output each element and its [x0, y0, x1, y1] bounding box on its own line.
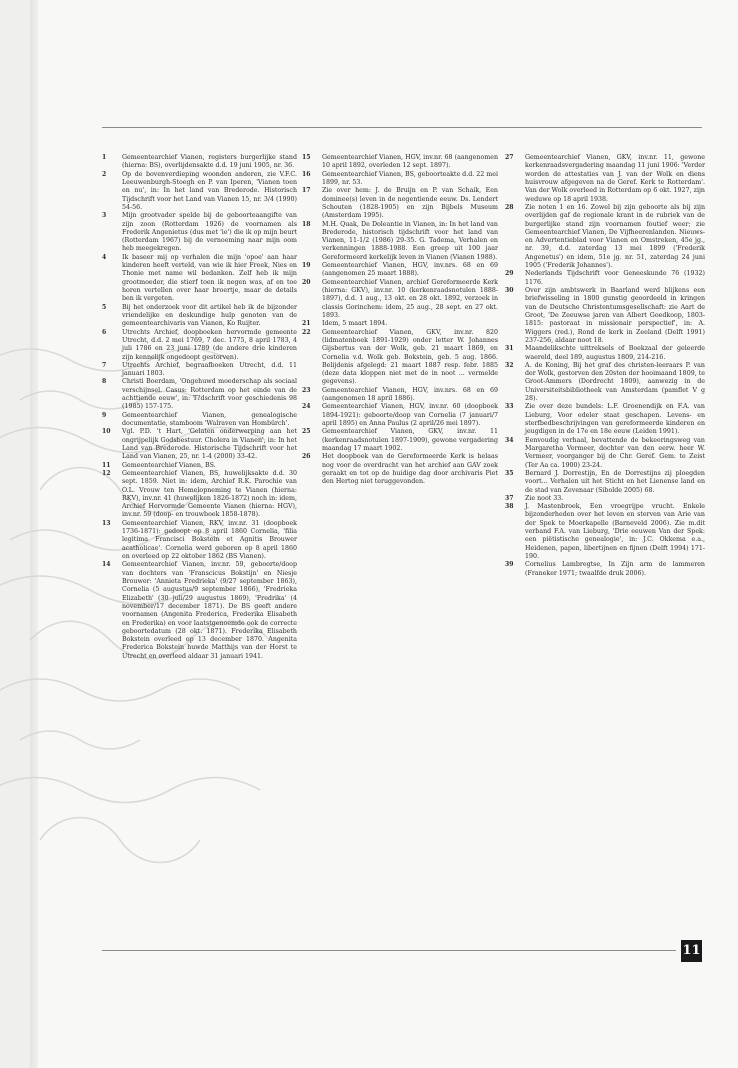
note-text: Cornelius Lambregtse, In Zijn arm de lammeren (Franeker 1971; twaalfde druk 2006). — [525, 561, 705, 577]
note-item — [505, 470, 705, 495]
note-item — [505, 345, 705, 362]
note-item — [505, 503, 705, 561]
notes-column-3 — [505, 154, 705, 578]
note-item — [102, 378, 297, 411]
note-number: 11 — [102, 461, 111, 469]
note-text: Gemeentearchief Vianen, GKV, inv.nr. 11 (kerkenraadsnotulen 1897-1909), gewone vergadering maandag 17 maart 1902. — [322, 428, 498, 452]
note-text: Op de bovenverdieping woonden anderen, zie V.F.C. Leeuwenburgh-Stoegh en P. van Iperen, 'Vianen toen en nu', in: In het land van Brederode. Historisch Tijdschrift voor het Land van Vianen 15, nr. 3/4 (1990) 54-56. — [122, 170, 297, 211]
note-number: 8 — [102, 378, 107, 386]
note-number: 1 — [102, 154, 107, 161]
note-number: 35 — [505, 469, 514, 477]
note-item — [302, 453, 498, 486]
note-item — [505, 154, 705, 204]
note-text: Zie noten 1 en 16. Zowel bij zijn geboorte als bij zijn overlijden gaf de regionale krant in de rubriek van de burgerlijke stand zijn voornamen foutief weer; zie Gemeentearchief Vianen, De Vijfheerenlanden. Nieuws- en Advertentieblad voor Vianen en Omstreken, 45e jg., nr. 39, d.d. zaterdag 13 mei 1899 ('Frederik Angenetus') en idem, 51e jg. nr. 51, zaterdag 24 juni 1905 ('Frederik Johannes'). — [525, 203, 705, 270]
note-number: 15 — [302, 154, 311, 161]
note-text: Eenvoudig verhaal, bevattende de bekeeringsweg van Margaretha Vermeer, dochter van den eerw. heer W. Vermeer, voorganger bij de Chr. Geref. Gem. te Zeist (Ter Aa ca. 1900) 23-24. — [525, 436, 705, 469]
note-text: Gemeentearchief Vianen, GKV, inv.nr. 820 (lidmatenboek 1891-1929) onder letter W. Johannes Gijsbertus van der Wolk, geb. 21 maart 1869, en Cornelia v.d. Wolk geb. Bokstein, geb. 5 aug. 1866. Belijdenis afgelegd: 21 maart 1887 resp. febr. 1885 (deze data kloppen niet met de in noot ... vermelde gegevens). — [322, 328, 498, 386]
note-number: 20 — [302, 278, 311, 286]
note-number: 19 — [302, 262, 311, 270]
note-item — [302, 403, 498, 428]
note-number: 5 — [102, 303, 107, 311]
note-text: Zie over deze bundels: L.F. Groenendijk en F.A. van Lieburg, Voor edeler staat geschapen. Levens- en sterfbedbeschrijvingen van gereformeerde kinderen en jeugdigen in de 17e en 18e eeuw (Leiden 1991). — [525, 403, 705, 436]
note-number: 27 — [505, 154, 514, 161]
note-number: 29 — [505, 270, 514, 278]
note-item — [102, 254, 297, 304]
note-number: 12 — [102, 469, 111, 477]
note-number: 26 — [302, 453, 311, 461]
note-item — [102, 212, 297, 254]
note-item — [302, 171, 498, 188]
note-number: 17 — [302, 187, 311, 195]
note-text: Gemeentearchief Vianen, registers burgerlijke stand (hierna: BS), overlijdensakte d.d. 19 juni 1905, nr. 36. — [122, 154, 297, 170]
bottom-rule — [102, 950, 676, 951]
note-item — [102, 154, 297, 171]
note-item — [302, 187, 498, 220]
note-text: Vgl. P.D. 't Hart, 'Gelaten onderwerping aan het ongrijpelijk Godsbestuur. Cholera in Vianen', in: In het Land van Brederode. Historische Tijdschrift voor het Land van Vianen, 25, nr. 1-4 (2000) 33-42. — [122, 428, 297, 461]
note-number: 3 — [102, 212, 107, 220]
note-number: 13 — [102, 519, 111, 527]
note-number: 24 — [302, 403, 311, 411]
note-text: Zie over hem: J. de Bruijn en P. van Schaik, Een dominee(s) leven in de negentiende eeuw. Ds. Lendert Schouten (1828-1905) en zijn Bijbels Museum (Amsterdam 1995). — [322, 187, 498, 220]
note-number: 31 — [505, 345, 514, 353]
note-item — [302, 279, 498, 321]
note-text: Nederlands Tijdschrift voor Geneeskunde 76 (1932) 1176. — [525, 270, 705, 286]
note-text: Maandelikschte uittreksels of Boekzaal der geleerde waereld, deel 189, augustus 1809, 214-216. — [525, 345, 705, 361]
note-number: 32 — [505, 361, 514, 369]
note-text: J. Mastenbroek, Een vroegrijpe vrucht. Enkele bijzonderheden over het leven en sterven van Arie van der Spek te Moerkapelle (Barneveld 2006). Zie m.dit verband F.A. van Lieburg, 'Drie eeuwen Van der Spek: een piëtistische genealogie', in: J.C. Okkema e.a., Heidenen, papen, libertijnen en fijnen (Delft 1994) 171-190. — [525, 503, 705, 560]
note-number: 33 — [505, 403, 514, 411]
note-text: Mijn grootvader spelde bij de geboorteaangifte van zijn zoon (Rotterdam 1926) de voornamen als Frederik Angenietus (dus met 'ie') die ik op mijn beurt (Rotterdam 1967) bij de vernoeming naar mijn oom heb meegekregen. — [122, 212, 297, 253]
note-text: Gemeentearchief Vianen, genealogische documentatie, stamboom 'Walraven van Hombürch'. — [122, 411, 297, 427]
note-item — [505, 362, 705, 404]
note-number: 2 — [102, 170, 107, 178]
note-text: Gemeentearchief Vianen, HGV, inv.nrs. 68 en 69 (aangenomen 18 april 1886). — [322, 386, 498, 403]
note-item — [102, 329, 297, 362]
note-text: Utrechts Archief, begraafboeken Utrecht, d.d. 11 januari 1803. — [122, 361, 297, 378]
note-item — [505, 287, 705, 345]
note-number: 16 — [302, 170, 311, 178]
note-text: Christi Boerdam, 'Ongehuwd moederschap als sociaal verschijnsel. Casus: Rotterdam op het einde van de achttiende eeuw', in: T?dschrift voor geschiedenis 98 (1985) 157-175. — [122, 378, 297, 411]
note-text: A. de Koning, Bij het graf des christen-leeraars P. van der Wolk, gestorven den 20sten der hooimaand 1809, te Groot-Ammers (Dordrecht 1809), aanwezig in de Universiteitsbibliotheek van Amsterdam (pamflet V g 28). — [525, 361, 705, 403]
note-number: 23 — [302, 386, 311, 394]
note-item — [102, 171, 297, 213]
note-item — [505, 437, 705, 470]
note-item — [102, 428, 297, 461]
note-item — [505, 270, 705, 287]
note-number: 7 — [102, 361, 107, 369]
note-item — [302, 221, 498, 263]
note-text: Utrechts Archief, doopboeken hervormde gemeente Utrecht, d.d. 2 mei 1769, 7 dec. 1775, 8 april 1783, 4 juli 1786 en 23 juni 1789 (de andere drie kinderen zijn kennelijk ongedoopt gestorven). — [122, 328, 297, 361]
note-text: Ik baseer mij op verhalen die mijn 'opoe' aan haar kinderen heeft verteld, van wie ik hier Freek, Nies en Thonie met name wil bedanken. Zelf heb ik mijn grootmoeder, die stierf toen ik negen was, af en toe horen vertellen over haar broertje, maar de details ben ik vergeten. — [122, 253, 297, 303]
note-number: 30 — [505, 287, 514, 294]
note-number: 9 — [102, 411, 107, 419]
note-text: Bernard J. Dorrestijn, En de Dorrestijns zij ploegden voort... Verhalen uit het Sticht en het Lienense land en de stad van Zevenaar (Sibolde 2005) 68. — [525, 469, 705, 494]
note-number: 38 — [505, 503, 514, 511]
note-item — [302, 320, 498, 328]
note-item — [505, 495, 705, 503]
note-text: Gemeentearchief Vianen, BS, geboorteakte d.d. 22 mei 1899, nr. 53. — [322, 170, 498, 186]
note-item — [302, 329, 498, 387]
note-item — [505, 204, 705, 271]
note-item — [302, 262, 498, 279]
note-text: Het doopboek van de Gereformeerde Kerk is helaas nog voor de overdracht van het archief aan GAV zoek geraakt en tot op de huidige dag door archivaris Piet den Hertog niet teruggevonden. — [322, 453, 498, 486]
note-number: 28 — [505, 203, 514, 211]
note-item — [505, 403, 705, 436]
note-text: Zie noot 33. — [525, 494, 564, 502]
note-number: 10 — [102, 428, 111, 436]
note-text: Gemeentearchief Vianen, BS. — [122, 461, 216, 469]
note-number: 39 — [505, 561, 514, 569]
note-number: 18 — [302, 220, 311, 228]
note-text: Gemeentearchief Vianen, HGV, inv.nr. 60 (doopboek 1894-1921): geboorte/doop van Cornelia (7 januari/7 april 1895) en Anna Paulus (2 april/26 mei 1897). — [322, 403, 498, 427]
note-item — [302, 154, 498, 171]
note-item — [102, 462, 297, 470]
top-rule — [102, 127, 702, 128]
note-text: Idem, 5 maart 1894. — [322, 320, 388, 328]
note-number: 4 — [102, 253, 107, 261]
note-item — [102, 362, 297, 379]
note-text: Gemeentearchief Vianen, archief Gereformeerde Kerk (hierna: GKV), inv.nr. 10 (kerkenraadsnotulen 1888-1897), d.d. 1 aug., 13 okt. en 28 okt. 1892, verzoek in classis Gorinchem: idem, 25 aug., 28 sept. en 27 okt. 1893. — [322, 278, 498, 319]
note-number: 14 — [102, 561, 111, 569]
note-number: 21 — [302, 320, 311, 328]
note-number: 6 — [102, 328, 107, 336]
page-number-badge: 11 — [681, 940, 702, 962]
note-text: Gemeentearchief Vianen, HGV, inv.nrs. 68 en 69 (aangenomen 25 maart 1888). — [322, 262, 498, 278]
note-text: Gemeentearchief Vianen, inv.nr. 59, geboorte/doop van dochters van 'Franscicus Bokstijn' en Niesje Brouwer: 'Annieta Fredrieka' (9/27 september 1863), Cornelia (5 augustus/9 september 1866), 'Fredrieka Elizabeth' (30 juli/29 augustus 1869), 'Fredrika' (4 november/17 december 1871). De BS geeft andere voornamen (Angenita Frederica, Frederika Elisabeth en Frederika) en voor laatstgenoemde ook de correcte geboortedatum (28 okt. 1871). Frederika Elisabeth Bokstein overleed op 13 december 1870. Angenita Frederica Bokstein huwde Matthijs van der Horst te Utrecht en overleed aldaar 31 januari 1941. — [122, 561, 297, 660]
note-text: Bij het onderzoek voor dit artikel heb ik de bijzonder vriendelijke en deskundige hulp genoten van de gemeentearchivaris van Vianen, Ko Ruijter. — [122, 303, 297, 328]
note-item — [102, 470, 297, 520]
note-text: Over zijn ambtswerk in Baarland werd blijkens een briefwisseling in 1800 gunstig geoordeeld in kringen van de Deutsche Christentumsgesellschaft: zie Aart de Groot, 'De Zeeuwse jaren van Albert Goedkoop, 1803-1815: pastoraat in missionair perspectief', in: A. Wiggers (red.), Rond de kerk in Zeeland (Delft 1991) 237-256, aldaar noot 18. — [525, 287, 705, 344]
note-text: Gemeentearchief Vianen, GKV, inv.nr. 11, gewone kerkenraadsvergadering maandag 11 juni 1906: 'Verder worden de attestaties van J. van der Wolk en diens huisvrouw afgegeven na de Geref. Kerk te Rotterdam'. Van der Wolk overleed in Rotterdam op 6 okt. 1927, zijn weduwe op 18 april 1938. — [525, 154, 705, 203]
note-item — [302, 428, 498, 453]
note-number: 37 — [505, 494, 514, 502]
note-item — [102, 304, 297, 329]
note-text: Gemeentearchief Vianen, RKV, inv.nr. 31 (doopboek 1736-1871): gedoopt op 8 april 1860 Cornelia, 'filia legitima Francisci Bokstein et Agnitis Brouwer acatholicae'. Cornelia werd geboren op 8 april 1860 en overleed op 22 oktober 1862 (BS Vianen). — [122, 519, 297, 560]
note-item — [505, 561, 705, 578]
notes-column-1 — [102, 154, 297, 661]
note-item — [102, 561, 297, 661]
note-text: Gemeentearchief Vianen, BS, huwelijksakte d.d. 30 sept. 1859. Niet in: idem, Archief R.K. Parochie van O.L. Vrouw ten Hemelopneming te Vianen (hierna: RKV), inv.nr. 41 (huwelijken 1826-1872) noch in: idem, Archief Hervormde Gemeente Vianen (hierna: HGV), inv.nr. 59 (doop- en trouwboek 1858-1878). — [122, 469, 297, 519]
note-number: 25 — [302, 428, 311, 436]
note-number: 34 — [505, 436, 514, 444]
note-number: 22 — [302, 328, 311, 336]
note-text: M.H. Quak, De Doleantie in Vianen, in: In het land van Brederode, historisch tijdschrift voor het land van Vianen, 11-1/2 (1986) 29-35. G. Tadema, Verhalen en verkenningen 1888-1988. Een greep uit 100 jaar Gereformeerd kerkelijk leven in Vianen (Vianen 1988). — [322, 220, 498, 261]
note-item — [102, 412, 297, 429]
note-text: Gemeentearchief Vianen, HGV, inv.nr. 68 (aangenomen 10 april 1892, overleden 12 sept. 1897). — [322, 154, 498, 170]
note-item — [302, 387, 498, 404]
note-item — [102, 520, 297, 562]
notes-column-2 — [302, 154, 498, 487]
